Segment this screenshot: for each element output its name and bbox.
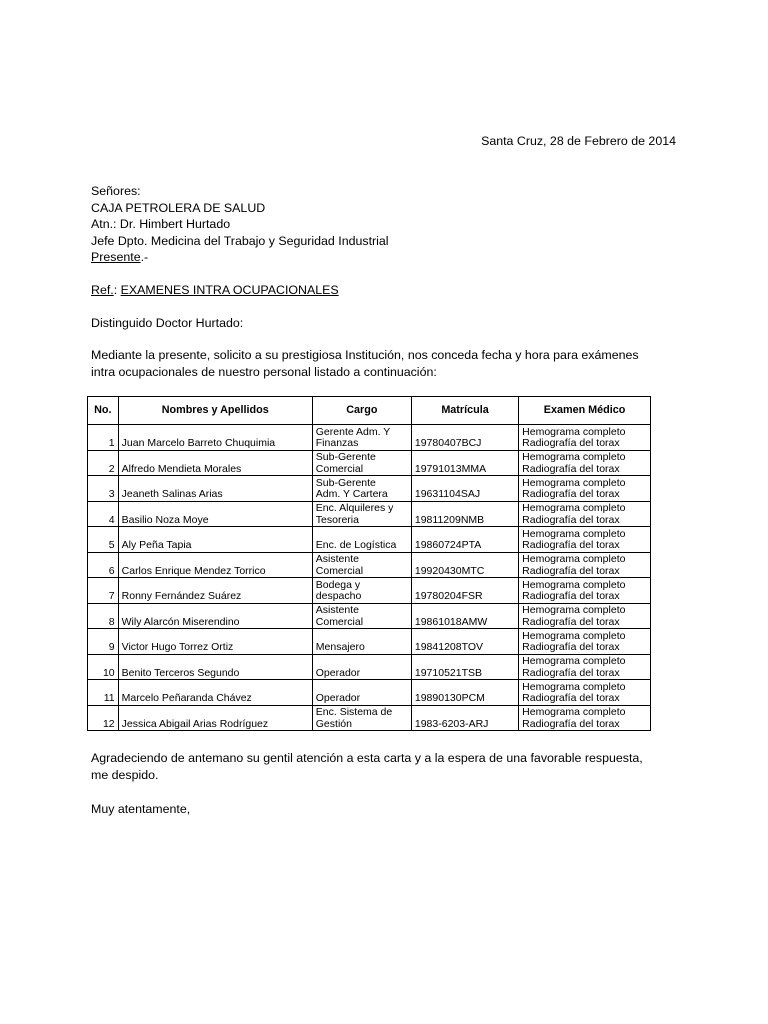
cell-exam	[519, 654, 651, 680]
cell-exam-text: Radiografía del torax	[522, 564, 620, 577]
header-no: No.	[88, 397, 119, 425]
cell-cargo-text: Operador	[315, 666, 361, 679]
cell-exam-text: Hemograma completo	[522, 476, 626, 489]
cell-cargo-text: Tesoreria	[315, 513, 359, 526]
cell-exam	[519, 680, 651, 706]
cell-matricula-text: 19841208TOV	[414, 641, 483, 653]
cell-exam-text: Hemograma completo	[522, 629, 626, 642]
personnel-table	[87, 396, 651, 731]
reference-label: Ref.	[91, 283, 114, 297]
cell-exam-text: Hemograma completo	[522, 527, 626, 540]
cell-exam-text: Radiografía del torax	[522, 462, 620, 475]
cell-no-text: 4	[108, 513, 115, 526]
cell-cargo-text: Sub-Gerente	[315, 476, 376, 489]
reference-text: EXAMENES INTRA OCUPACIONALES	[120, 283, 339, 297]
cell-name	[118, 450, 312, 476]
date-line: Santa Cruz, 28 de Febrero de 2014	[481, 134, 676, 148]
cell-matricula-text: 19890130PCM	[414, 692, 485, 704]
reference-separator: :	[113, 283, 121, 297]
cell-cargo	[312, 527, 411, 553]
cell-cargo	[312, 654, 411, 680]
cell-exam-text: Hemograma completo	[522, 451, 626, 463]
cell-cargo-text: Adm. Y Cartera	[315, 488, 388, 500]
cell-matricula-text: 1983-6203-ARJ	[414, 717, 489, 730]
cell-name-text: Ronny Fernández Suárez	[121, 590, 242, 602]
cell-cargo	[312, 501, 411, 527]
cell-cargo-text: despacho	[315, 590, 362, 602]
cell-cargo-text: Mensajero	[315, 641, 365, 653]
cell-matricula	[411, 654, 518, 680]
cell-exam-text: Radiografía del torax	[522, 437, 620, 449]
cell-exam-text: Radiografía del torax	[522, 717, 620, 730]
cell-exam	[519, 552, 651, 578]
cell-exam-text: Radiografía del torax	[522, 615, 620, 628]
reference-line	[91, 282, 681, 299]
cell-no	[88, 476, 119, 502]
cell-no	[88, 552, 119, 578]
cell-no	[88, 501, 119, 527]
cell-cargo-text: Asistente	[315, 553, 359, 565]
cell-no-text: 2	[108, 462, 115, 475]
cell-exam-text: Hemograma completo	[522, 655, 626, 667]
cell-exam	[519, 629, 651, 655]
cell-matricula	[411, 501, 518, 527]
cell-no-text: 1	[108, 437, 115, 449]
cell-name-text: Aly Peña Tapia	[121, 539, 192, 551]
cell-cargo-text: Comercial	[315, 462, 364, 475]
signoff: Muy atentamente,	[91, 802, 191, 816]
cell-exam	[519, 705, 651, 731]
table-row	[88, 450, 651, 476]
recipient-block	[91, 183, 681, 266]
cell-cargo-text: Bodega y	[315, 578, 361, 591]
cell-name	[118, 476, 312, 502]
cell-matricula	[411, 680, 518, 706]
cell-name	[118, 425, 312, 451]
cell-name	[118, 552, 312, 578]
cell-exam-text: Radiografía del torax	[522, 641, 620, 653]
cell-exam-text: Hemograma completo	[522, 680, 626, 693]
cell-matricula	[411, 450, 518, 476]
cell-exam	[519, 578, 651, 604]
cell-exam-text: Hemograma completo	[522, 578, 626, 591]
cell-exam-text: Radiografía del torax	[522, 539, 620, 551]
cell-name-text: Wily Alarcón Miserendino	[121, 615, 240, 628]
table-row	[88, 527, 651, 553]
cell-matricula-text: 19791013MMA	[414, 462, 487, 475]
cell-no	[88, 425, 119, 451]
cell-no-text: 5	[108, 539, 115, 551]
cell-exam	[519, 603, 651, 629]
cell-name	[118, 527, 312, 553]
cell-matricula	[411, 476, 518, 502]
cell-no	[88, 654, 119, 680]
cell-matricula	[411, 552, 518, 578]
table-row	[88, 501, 651, 527]
cell-cargo-text: Enc. Sistema de	[315, 706, 393, 718]
cell-cargo-text: Gestión	[315, 717, 352, 730]
cell-cargo	[312, 629, 411, 655]
cell-exam-text: Hemograma completo	[522, 706, 626, 718]
table-row	[88, 654, 651, 680]
table-row	[88, 705, 651, 731]
cell-exam	[519, 476, 651, 502]
cell-matricula	[411, 425, 518, 451]
cell-no-text: 7	[108, 590, 115, 602]
cell-cargo	[312, 425, 411, 451]
cell-name	[118, 680, 312, 706]
table-row	[88, 680, 651, 706]
cell-cargo	[312, 680, 411, 706]
cell-matricula-text: 19811209NMB	[414, 513, 485, 526]
cell-no-text: 11	[103, 692, 115, 704]
cell-name	[118, 654, 312, 680]
cell-no-text: 6	[108, 564, 115, 577]
cell-no	[88, 629, 119, 655]
table-row	[88, 552, 651, 578]
cell-cargo	[312, 450, 411, 476]
cell-no	[88, 705, 119, 731]
cell-cargo-text: Comercial	[315, 615, 364, 628]
cell-matricula	[411, 629, 518, 655]
cell-name-text: Jeaneth Salinas Arias	[121, 488, 223, 500]
cell-no-text: 9	[108, 641, 115, 653]
closing-line-2: me despido.	[91, 767, 159, 782]
recipient-position: Jefe Dpto. Medicina del Trabajo y Seguridad Industrial	[91, 233, 389, 248]
cell-cargo-text: Enc. de Logística	[315, 539, 397, 551]
cell-cargo	[312, 552, 411, 578]
cell-exam	[519, 501, 651, 527]
cell-exam-text: Hemograma completo	[522, 502, 626, 514]
cell-cargo-text: Operador	[315, 692, 361, 704]
cell-name	[118, 705, 312, 731]
cell-cargo	[312, 578, 411, 604]
cell-exam	[519, 450, 651, 476]
cell-exam	[519, 425, 651, 451]
cell-no-text: 10	[102, 666, 115, 679]
header-name: Nombres y Apellidos	[118, 397, 312, 425]
cell-matricula-text: 19920430MTC	[414, 564, 485, 577]
cell-no	[88, 527, 119, 553]
cell-no	[88, 450, 119, 476]
closing-line-1: Agradeciendo de antemano su gentil atención a esta carta y a la espera de una favorable respuesta,	[91, 751, 643, 765]
cell-exam	[519, 527, 651, 553]
present-suffix: .-	[140, 250, 149, 264]
cell-matricula-text: 19631104SAJ	[414, 488, 481, 500]
body-line-1: Mediante la presente, solicito a su prestigiosa Institución, nos conceda fecha y hora para exámenes	[91, 348, 639, 362]
table-body	[88, 425, 651, 731]
cell-no-text: 12	[102, 717, 115, 730]
cell-cargo-text: Gerente Adm. Y	[315, 425, 391, 438]
recipient-attn: Atn.: Dr. Himbert Hurtado	[91, 217, 231, 231]
recipient-salutation: Señores:	[91, 184, 141, 198]
body-paragraph	[91, 347, 681, 380]
cell-name-text: Jessica Abigail Arias Rodríguez	[121, 717, 269, 730]
cell-cargo	[312, 603, 411, 629]
cell-no-text: 3	[108, 488, 115, 500]
cell-exam-text: Hemograma completo	[522, 553, 626, 565]
cell-name-text: Juan Marcelo Barreto Chuquimia	[121, 437, 276, 449]
cell-exam-text: Radiografía del torax	[522, 666, 620, 679]
body-line-2: intra ocupacionales de nuestro personal listado a continuación:	[91, 364, 437, 379]
table-row	[88, 425, 651, 451]
cell-matricula-text: 19780204FSR	[414, 590, 483, 602]
table-header-row	[88, 397, 651, 425]
table-row	[88, 629, 651, 655]
table-row	[88, 476, 651, 502]
table-row	[88, 578, 651, 604]
header-cargo: Cargo	[312, 397, 411, 425]
closing-paragraph	[91, 750, 681, 783]
cell-cargo-text: Finanzas	[315, 437, 359, 449]
cell-cargo-text: Comercial	[315, 564, 364, 577]
cell-exam-text: Hemograma completo	[522, 425, 626, 438]
cell-cargo	[312, 705, 411, 731]
cell-name	[118, 501, 312, 527]
cell-name-text: Benito Terceros Segundo	[121, 666, 240, 679]
cell-name-text: Alfredo Mendieta Morales	[121, 462, 242, 475]
cell-matricula-text: 19861018AMW	[414, 615, 488, 628]
cell-exam-text: Radiografía del torax	[522, 488, 620, 500]
cell-no	[88, 578, 119, 604]
greeting: Distinguido Doctor Hurtado:	[91, 316, 244, 330]
cell-no-text: 8	[108, 615, 115, 628]
cell-name	[118, 603, 312, 629]
cell-cargo-text: Asistente	[315, 604, 359, 616]
present-word: Presente	[91, 250, 141, 264]
cell-matricula-text: 19780407BCJ	[414, 437, 482, 449]
recipient-present	[91, 249, 681, 266]
cell-name-text: Victor Hugo Torrez Ortiz	[121, 641, 234, 653]
cell-cargo-text: Enc. Alquileres y	[315, 502, 394, 514]
cell-name	[118, 629, 312, 655]
cell-matricula	[411, 603, 518, 629]
cell-no	[88, 680, 119, 706]
recipient-org: CAJA PETROLERA DE SALUD	[91, 200, 266, 215]
cell-exam-text: Radiografía del torax	[522, 590, 620, 602]
cell-name-text: Carlos Enrique Mendez Torrico	[121, 564, 266, 577]
cell-exam-text: Hemograma completo	[522, 604, 626, 616]
cell-cargo	[312, 476, 411, 502]
cell-exam-text: Radiografía del torax	[522, 692, 620, 704]
cell-no	[88, 603, 119, 629]
table-row	[88, 603, 651, 629]
cell-matricula	[411, 527, 518, 553]
cell-matricula-text: 19860724PTA	[414, 539, 482, 551]
cell-name-text: Basilio Noza Moye	[121, 513, 209, 526]
cell-cargo-text: Sub-Gerente	[315, 451, 376, 463]
cell-name-text: Marcelo Peñaranda Chávez	[121, 692, 252, 704]
cell-matricula	[411, 705, 518, 731]
header-exam: Examen Médico	[519, 397, 651, 425]
cell-exam-text: Radiografía del torax	[522, 513, 620, 526]
cell-matricula	[411, 578, 518, 604]
cell-name	[118, 578, 312, 604]
header-matricula: Matrícula	[411, 397, 518, 425]
cell-matricula-text: 19710521TSB	[414, 666, 483, 679]
